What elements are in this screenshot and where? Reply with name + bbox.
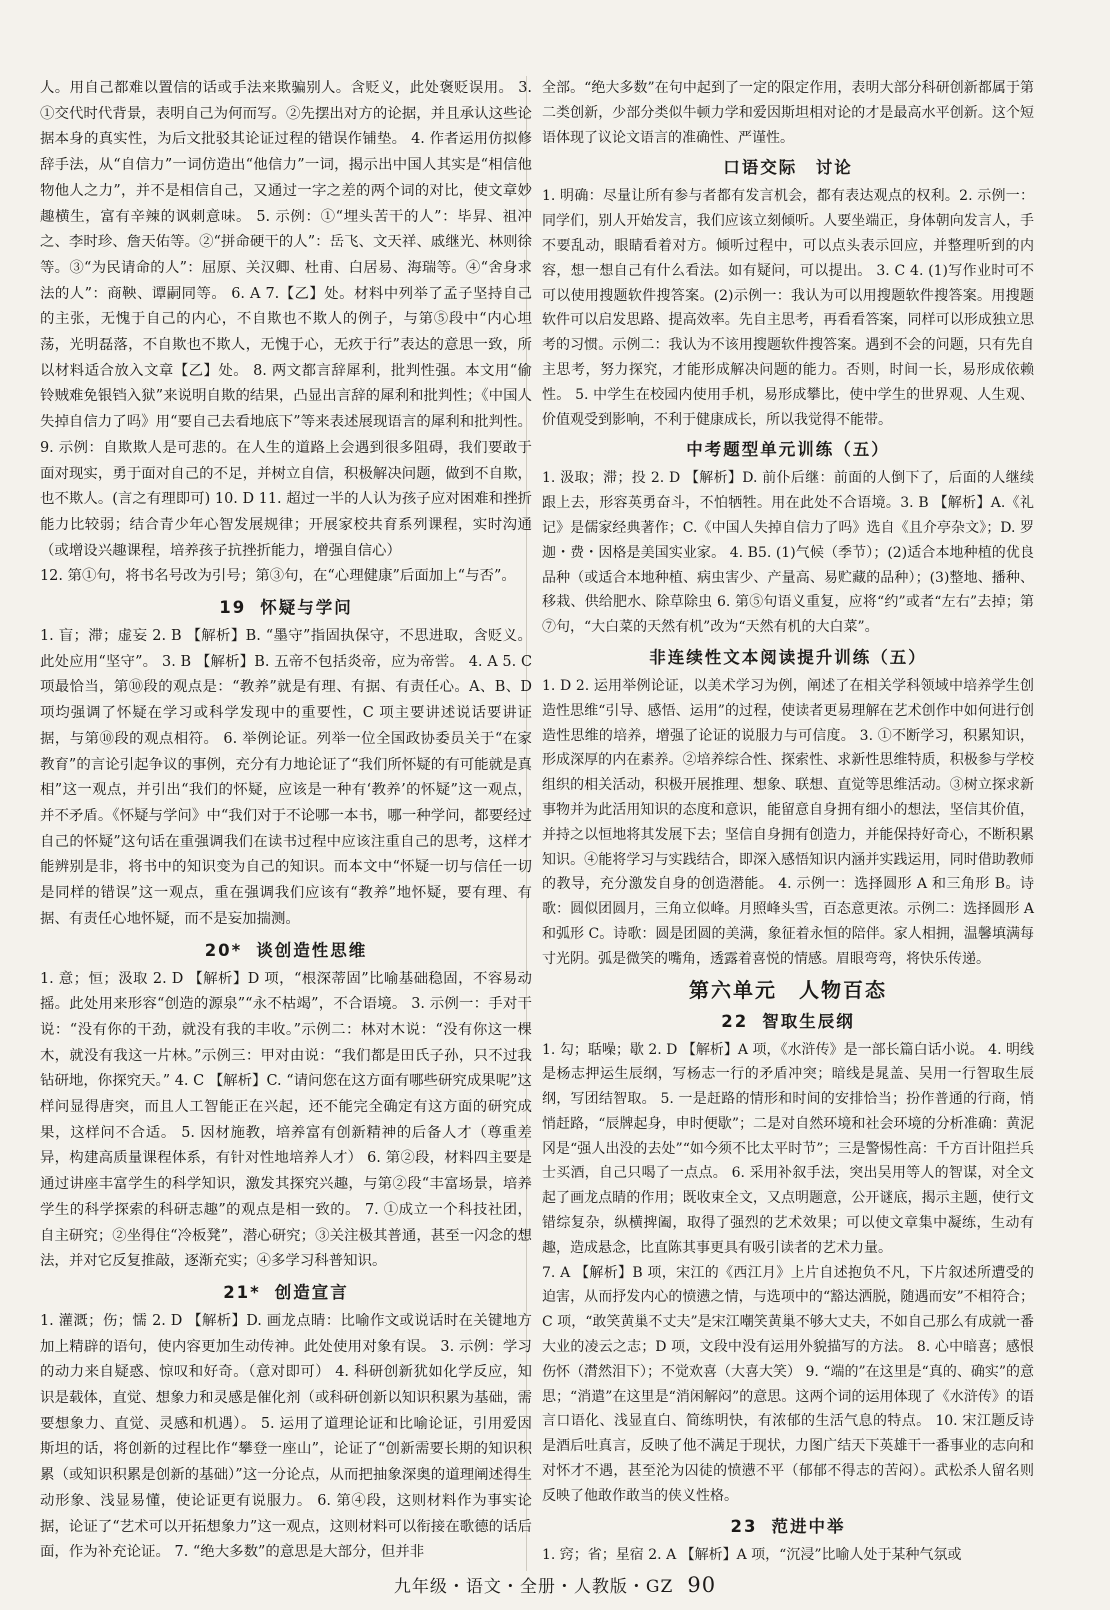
section-number: 23	[730, 1516, 758, 1536]
answer-paragraph: 全部。“绝大多数”在句中起到了一定的限定作用，表明大部分科研创新都属于第二类创新，少部分类似牛顿力学和爱因斯坦相对论的才是最高水平创新。这个短语体现了议论文语言的准确性、严谨性。	[542, 80, 1034, 146]
left-column	[40, 76, 532, 1566]
section-heading-exam5: 中考题型单元训练（五）	[686, 440, 890, 460]
answer-paragraph: 1. 窍；省；星宿 2. A 【解析】A 项，“沉浸”比喻人处于某种气氛或	[542, 1546, 962, 1563]
section-heading-oral: 口语交际 讨论	[723, 158, 853, 178]
answer-paragraph: 1. 汲取；滞；投 2. D 【解析】D. 前仆后继：前面的人倒下了，后面的人继续跟上去，形容英勇奋斗，不怕牺牲。用在此处不合语境。3. B 【解析】A.《礼记》是儒家经典著作；C.《中国人失掉自信力了吗》选自《且介亭杂文》；D. 罗迦・费・因格是美国实业家。 4. B5. (1)气候（季节）；(2)适合本地种植的优良品种（或适合本地种植、病虫害少、产量高、易贮藏的品种）；(3)整地、播种、移栽、供给肥水、除草除虫 6. 第⑤句语义重复，应将“约”或者“左右”去掉；第⑦句，“大白菜的天然有机”改为“天然有机的大白菜”。	[542, 470, 1034, 636]
answer-paragraph: 12. 第①句，将书名号改为引号；第③句，在“心理健康”后面加上“与否”。	[40, 568, 516, 585]
footer-label: 九年级・语文・全册・人教版・GZ	[393, 1577, 674, 1597]
section-number: 22	[721, 1011, 749, 1031]
section-heading-22	[542, 1009, 1034, 1035]
section-title: 怀疑与学问	[260, 598, 353, 618]
section-heading-23	[542, 1514, 1034, 1540]
unit-heading: 第六单元 人物百态	[689, 977, 887, 1002]
section-heading-noncont5: 非连续性文本阅读提升训练（五）	[649, 647, 927, 667]
section-title: 创造宣言	[274, 1282, 349, 1302]
section-number: 21*	[223, 1282, 261, 1302]
answer-paragraph: 1. 意；恒；汲取 2. D 【解析】D 项，“根深蒂固”比喻基础稳固，不容易动摇。此处用来形容“创造的源泉”“永不枯竭”，不合语境。 3. 示例一：手对干说：“没有你的干劲，就没有我的丰收。”示例二：林对木说：“没有你这一棵木，就没有我这一片林。”示例三：甲对由说：“我们都是田氏子孙，只不过我钻研地，你探究天。” 4. C 【解析】C. “请问您在这方面有哪些研究成果呢”这样问显得唐突，而且人工智能正在兴起，还不能完全确定有这方面的研究成果，这样问不合适。 5. 因材施教，培养富有创新精神的后备人才（尊重差异，构建高质量课程体系，有针对性地培养人才） 6. 第②段，材料四主要是通过讲座丰富学生的科学知识，激发其探究兴趣，与第②段“丰富场景，培养学生的科学探索的科研志趣”的观点是相一致的。 7. ①成立一个科技社团，自主研究；②坐得住“冷板凳”，潜心研究；③关注极其普通，甚至一闪念的想法，并对它反复推敲，逐渐充实；④多学习科普知识。	[40, 970, 532, 1270]
right-column	[542, 76, 1034, 1567]
section-heading-20	[40, 938, 532, 964]
section-title: 谈创造性思维	[256, 940, 368, 960]
section-number: 20*	[204, 940, 243, 960]
answer-paragraph: 7. A 【解析】B 项，宋江的《西江月》上片自述抱负不凡，下片叙述所遭受的迫害，从而抒发内心的愤懑之情，与选项中的“豁达洒脱，随遇而安”不相符合；C 项，“敢笑黄巢不丈夫”是宋江嘲笑黄巢不够大丈夫，不如自己那么有成就一番大业的凌云之志；D 项，文段中没有运用外貌描写的方法。 8. 心中暗喜；感恨伤怀（潸然泪下）；不觉欢喜（大喜大笑） 9. “端的”在这里是“真的、确实”的意思；“消遣”在这里是“消闲解闷”的意思。这两个词的运用体现了《水浒传》的语言口语化、浅显直白、简练明快，有浓郁的生活气息的特点。 10. 宋江题反诗是酒后吐真言，反映了他不满足于现状，力图广结天下英雄干一番事业的志向和对怀才不遇，甚至沦为囚徒的愤懑不平（郁郁不得志的苦闷）。武松杀人留名则反映了他敢作敢当的侠义性格。	[542, 1264, 1034, 1504]
section-title: 范进中举	[771, 1516, 846, 1536]
answer-paragraph: 1. 勾；聒噪；歇 2. D 【解析】A 项，《水浒传》是一部长篇白话小说。 4. 明线是杨志押运生辰纲，写杨志一行的矛盾冲突；暗线是晁盖、吴用一行智取生辰纲，写团结智取。 5. 一是赶路的情形和时间的安排恰当；扮作普通的行商，悄悄赶路，“辰牌起身，申时便歇”；二是对自然环境和社会环境的分析准确：黄泥冈是“强人出没的去处”“如今须不比太平时节”；三是警惕性高：千方百计阻拦兵士买酒，自己只喝了一点点。 6. 采用补叙手法，突出吴用等人的智谋，对全文起了画龙点睛的作用；既收束全文，又点明题意，公开谜底，揭示主题，使行文错综复杂，纵横捭阖，取得了强烈的艺术效果；可以使文章集中凝练，生动有趣，造成悬念，比直陈其事更具有吸引读者的艺术力量。	[542, 1041, 1034, 1256]
answer-paragraph: 1. 灌溉；伤；懦 2. D 【解析】D. 画龙点睛：比喻作文或说话时在关键地方加上精辟的语句，使内容更加生动传神。此处使用对象有误。 3. 示例：学习的动力来自疑惑、惊叹和好奇。（意对即可） 4. 科研创新犹如化学反应，知识是载体，直觉、想象力和灵感是催化剂（或科研创新以知识积累为基础，需要想象力、直觉、灵感和机遇）。 5. 运用了道理论证和比喻论证，引用爱因斯坦的话，将创新的过程比作“攀登一座山”，论证了“创新需要长期的知识积累（或知识积累是创新的基础）”这一分论点，从而把抽象深奥的道理阐述得生动形象、浅显易懂，使论证更有说服力。 6. 第④段，这则材料作为事实论据，论证了“艺术可以开拓想象力”这一观点，这则材料可以衔接在歌德的话后面，作为补充论证。 7. “绝大多数”的意思是大部分，但并非	[40, 1312, 532, 1561]
answer-paragraph: 1. 明确：尽量让所有参与者都有发言机会，都有表达观点的权利。2. 示例一：同学们，别人开始发言，我们应该立刻倾听。人要坐端正，身体朝向发言人，手不要乱动，眼睛看着对方。倾听过程中，可以点头表示回应，并整理听到的内容，想一想自己有什么看法。如有疑问，可以提出。 3. C 4. (1)写作业时可不可以使用搜题软件搜答案。(2)示例一：我认为可以用搜题软件搜答案。用搜题软件可以启发思路、提高效率。先自主思考，再看看答案，同样可以形成独立思考的习惯。示例二：我认为不该用搜题软件搜答案。遇到不会的问题，只有先自主思考，努力探究，才能形成解决问题的能力。否则，时间一长，易形成依赖性。 5. 中学生在校园内使用手机，易形成攀比，使中学生的世界观、人生观、价值观受到影响，不利于健康成长，所以我觉得不能带。	[542, 188, 1034, 428]
answer-paragraph: 1. 盲；滞；虚妄 2. B 【解析】B. “墨守”指固执保守，不思进取，含贬义。此处应用“坚守”。 3. B 【解析】B. 五帝不包括炎帝，应为帝喾。 4. A 5. C 项最恰当，第⑩段的观点是：“教养”就是有理、有据、有责任心。A、B、D 项均强调了怀疑在学习或科学发现中的重要性，C 项主要讲述说话要讲证据，与第⑩段的观点相符。 6. 举例论证。列举一位全国政协委员关于“在家教育”的言论引起争议的事例，充分有力地论证了“我们所怀疑的有可能就是真相”这一观点，并引出“我们的怀疑，应该是一种有‘教养’的怀疑”这一观点，并不矛盾。《怀疑与学问》中“我们对于不论哪一本书，哪一种学问，都要经过自己的怀疑”这句话在重强调我们在读书过程中应该注重自己的思考，这样才能辨别是非，将书中的知识变为自己的知识。而本文中“怀疑一切与信任一切是同样的错误”这一观点，重在强调我们应该有“教养”地怀疑，要有理、有据、有责任心地怀疑，而不是妄加揣测。	[40, 628, 532, 927]
answer-paragraph: 人。用自己都难以置信的话或手法来欺骗别人。含贬义，此处褒贬误用。 3. ①交代时代背景，表明自己为何而写。②先摆出对方的论据，并且承认这些论据本身的真实性，为后文批驳其论证过程的错误作铺垫。 4. 作者运用仿拟修辞手法，从“自信力”一词仿造出“他信力”一词，揭示出中国人其实是“相信他物他人之力”，并不是相信自己，又通过一字之差的两个词的对比，使文章妙趣横生，富有辛辣的讽刺意味。 5. 示例：①“埋头苦干的人”：毕昇、祖冲之、李时珍、詹天佑等。②“拼命硬干的人”：岳飞、文天祥、戚继光、林则徐等。③“为民请命的人”：屈原、关汉卿、杜甫、白居易、海瑞等。④“舍身求法的人”：商鞅、谭嗣同等。 6. A 7.【乙】处。材料中列举了孟子坚持自己的主张，无愧于自己的内心，不自欺也不欺人的例子，与第⑤段中“内心坦荡，光明磊落，不自欺也不欺人，无愧于心，无疚于行”表达的意思一致，所以材料适合放入文章【乙】处。 8. 两文都言辞犀利，批判性强。本文用“偷铃贼难免银铛入狱”来说明自欺的结果，凸显出言辞的犀利和批判性；《中国人失掉自信力了吗》用“要自己去看地底下”等来表述展现语言的犀利和批判性。 9. 示例：自欺欺人是可悲的。在人生的道路上会遇到很多阻碍，我们要敢于面对现实，勇于面对自己的不足，并树立自信，积极解决问题，做到不自欺，也不欺人。(言之有理即可) 10. D 11. 超过一半的人认为孩子应对困难和挫折能力比较弱；结合青少年心智发展规律；开展家校共育系列课程，实时沟通（或增设兴趣课程，培养孩子抗挫折能力，增强自信心）	[40, 80, 532, 559]
page-number: 90	[687, 1573, 717, 1597]
answer-paragraph: 1. D 2. 运用举例论证，以美术学习为例，阐述了在相关学科领域中培养学生创造性思维“引导、感悟、运用”的过程，使读者更易理解在艺术创作中如何进行创造性思维的培养，增强了论证的说服力与可信度。 3. ①不断学习，积累知识，形成深厚的内在素养。②培养综合性、探索性、求新性思维特质，积极参与学校组织的相关活动，积极开展推理、想象、联想、直觉等思维活动。③树立探求新事物并为此活用知识的态度和意识，能留意自身拥有细小的想法，坚信其价值，并持之以恒地将其发展下去；坚信自身拥有创造力，并能保持好奇心，不断积累知识。④能将学习与实践结合，即深入感悟知识内涵并实践运用，同时借助教师的教导，充分激发自身的创造潜能。 4. 示例一：选择圆形 A 和三角形 B。诗歌：圆似团圆月，三角立似峰。月照峰头雪，百态意更浓。示例二：选择圆形 A 和弧形 C。诗歌：圆是团圆的美满，象征着永恒的陪伴。家人相拥，温馨填满每寸光阴。弧是微笑的嘴角，透露着喜悦的情感。眉眼弯弯，将快乐传递。	[542, 677, 1034, 967]
page-footer	[0, 1572, 1110, 1597]
section-heading-21	[40, 1280, 532, 1306]
section-heading-19	[40, 595, 532, 621]
section-title: 智取生辰纲	[762, 1011, 855, 1031]
section-number: 19	[219, 598, 247, 618]
